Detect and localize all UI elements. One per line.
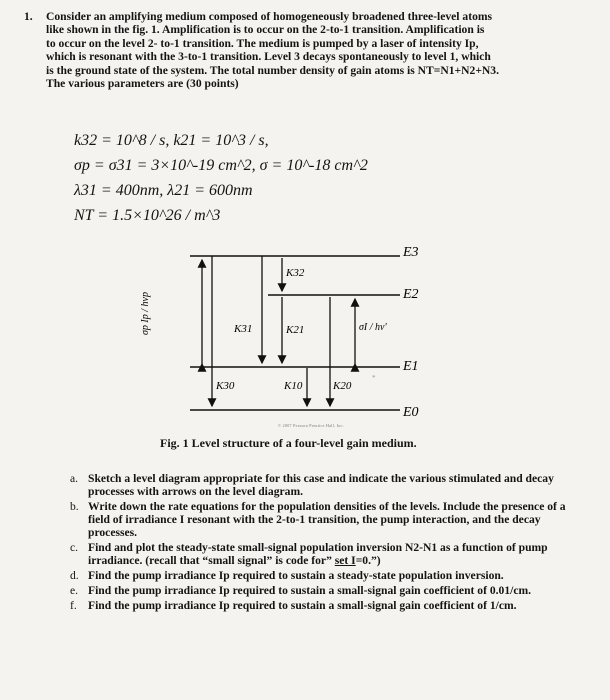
question-text: Find the pump irradiance Ip required to sustain a small-signal gain coefficient of 1/cm.: [88, 598, 517, 612]
level-e2-label: E2: [403, 287, 419, 302]
question-item: [68, 599, 572, 612]
question-text-end: =0.”): [355, 554, 381, 568]
problem-line: The various parameters are (30 points): [46, 77, 239, 91]
problem-line: is the ground state of the system. The total number density of gain atoms is NT=N1+N2+N3.: [46, 63, 499, 77]
question-text: Find the pump irradiance Ip required to sustain a small-signal gain coefficient of 0.01/cm.: [88, 584, 532, 597]
problem-statement: [24, 10, 584, 90]
k32-label: K32: [286, 267, 305, 279]
question-list: [68, 472, 572, 614]
level-e3-label: E3: [403, 245, 419, 260]
k31-label: K31: [234, 323, 253, 335]
problem-number: 1.: [24, 10, 33, 23]
param-lambda21: λ21 = 600nm: [167, 182, 253, 199]
question-item: [68, 584, 572, 597]
param-sigma-p: σp = σ31 = 3×10^-19 cm^2: [74, 157, 252, 174]
problem-line: Consider an amplifying medium composed of homogeneously broadened three-level atoms: [46, 10, 493, 23]
level-e1-label: E1: [403, 359, 419, 374]
problem-line: which is resonant with the 3-to-1 transition. Level 3 decays spontaneously to level 1, which: [46, 50, 491, 64]
problem-line: to occur on the level 2- to-1 transition. The medium is pumped by a laser of intensity Ip,: [46, 36, 479, 50]
question-text: Sketch a level diagram appropriate for this case and indicate the various stimulated and decay processes with arrows on the level diagram.: [88, 472, 554, 499]
question-item: [68, 541, 572, 567]
k10-label: K10: [284, 380, 303, 392]
question-item: [68, 472, 572, 498]
question-text: Find and plot the steady-state small-signal population inversion N2-N1 as a function of pump irradiance. (recall that “small signal” is code for”: [88, 541, 548, 568]
pump-rate-label: σp Ip / hνp: [140, 292, 151, 335]
param-nt: NT = 1.5×10^26 / m^3: [74, 207, 221, 224]
question-label: e.: [70, 584, 79, 597]
k30-label: K30: [216, 380, 235, 392]
param-line-density: [74, 203, 368, 228]
param-k21: k21 = 10^3 / s: [173, 132, 265, 149]
param-sigma: σ = 10^-18 cm^2: [259, 157, 368, 174]
question-underlined-text: set I: [334, 554, 356, 568]
problem-line: like shown in the fig. 1. Amplification is to occur on the 2-to-1 transition. Amplification is: [46, 23, 485, 37]
figure-caption: Fig. 1 Level structure of a four-level gain medium.: [160, 436, 417, 450]
k20-label: K20: [333, 380, 352, 392]
k21-label: K21: [286, 324, 305, 336]
question-label: a.: [70, 472, 79, 485]
question-text: Write down the rate equations for the population densities of the levels. Include the presence of a field of irradiance I resonant with the 2-to-1 transition, the pump interaction, and the decay processes.: [88, 500, 566, 540]
question-item: [68, 500, 572, 540]
figure-copyright: © 2007 Pearson Prentice Hall, Inc.: [278, 423, 345, 428]
param-line-cross-sections: σp = σ31 = 3×10^-19 cm^2, σ = 10^-18 cm^2: [74, 157, 368, 174]
param-lambda31: λ31 = 400nm: [74, 182, 160, 199]
param-k32: k32 = 10^8 / s: [74, 132, 166, 149]
stray-mark: *: [372, 374, 376, 382]
question-label: b.: [70, 500, 79, 513]
param-line-wavelengths: λ31 = 400nm, λ21 = 600nm: [74, 182, 253, 199]
signal-rate-label: σI / hν': [359, 322, 387, 333]
parameter-list: [74, 128, 368, 228]
question-label: f.: [70, 598, 77, 612]
level-e0-label: E0: [403, 405, 419, 420]
problem-text: [46, 10, 584, 90]
energy-level-diagram: [140, 240, 430, 430]
question-label: c.: [70, 541, 79, 555]
question-item: [68, 569, 572, 582]
param-line-rates: k32 = 10^8 / s, k21 = 10^3 / s,: [74, 132, 269, 149]
question-label: d.: [70, 569, 79, 583]
question-text: Find the pump irradiance Ip required to sustain a steady-state population inversion.: [88, 569, 504, 583]
